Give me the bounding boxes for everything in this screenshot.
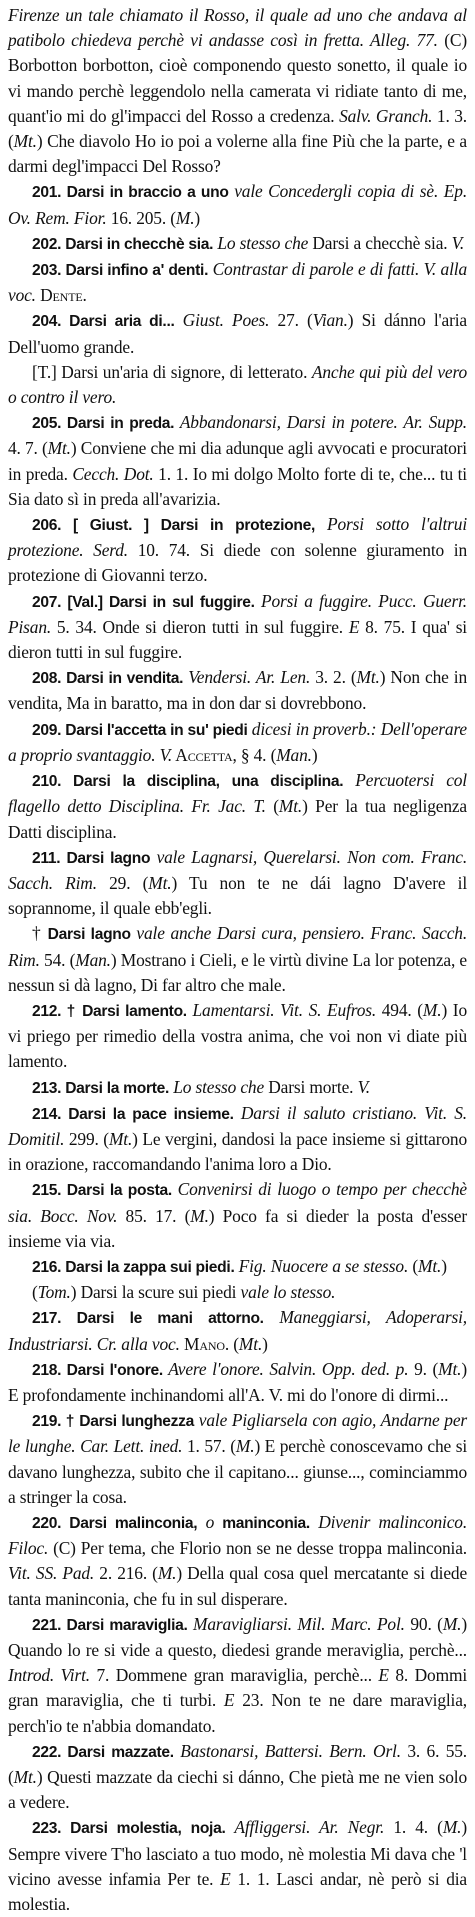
dictionary-entry	[8, 845, 467, 922]
italic-text: E	[378, 1665, 389, 1686]
dictionary-entry	[8, 1101, 467, 1178]
body-text: ) Io vi priego per rimedio della vostra anima, che voi non vi diate più lamento.	[8, 999, 467, 1072]
body-text: )	[262, 1333, 268, 1354]
body-text: (	[408, 1255, 419, 1276]
dictionary-entry	[8, 1815, 467, 1917]
body-text: ) E profondamente inchinandomi all'A. V. mi do l'onore di dirmi...	[8, 1358, 467, 1405]
italic-text: o	[197, 1511, 215, 1532]
italic-text: Bastonarsi, Battersi. Bern. Orl.	[173, 1740, 401, 1761]
entry-number: 206. [ Giust. ]	[32, 517, 161, 535]
entry-number: 218.	[32, 1361, 67, 1379]
italic-text: Cecch. Dot.	[72, 463, 154, 484]
body-text: 8. 75. I qua' si dieron tutti in sul fuggire.	[8, 616, 467, 663]
body-text: ) E perchè conoscevamo che si davano lunghezza, subito che il capitano... giunse..., cominciammo a stringer la cosa.	[8, 1436, 468, 1507]
entry-number: 214.	[32, 1105, 69, 1123]
entry-number: 204.	[32, 313, 70, 331]
italic-text: Contrastar di parole e di fatti. V. alla voc.	[8, 259, 467, 306]
entry-headword: maninconia.	[214, 1514, 310, 1532]
body-text: ) Questi mazzate da ciechi si dánno, Che pietà me ne vien solo a vedere.	[8, 1767, 467, 1813]
entry-number: 220.	[32, 1514, 70, 1532]
entry-number: 210.	[32, 773, 74, 791]
italic-text: Vian.	[312, 310, 348, 331]
body-text: ) Mostrano i Cieli, e le virtù divine La lor potenza, e nessun si dà lagno, Di far altro che male.	[8, 949, 467, 995]
entry-headword: Darsi in checchè sia.	[65, 235, 214, 253]
dictionary-entry	[8, 1177, 467, 1254]
dictionary-entry	[8, 308, 467, 359]
body-text: 1. 3. (	[8, 105, 467, 152]
dictionary-entry	[8, 768, 467, 845]
italic-text: Mt.	[47, 438, 71, 459]
italic-text: M.	[422, 999, 442, 1020]
italic-text: E	[223, 1690, 235, 1711]
italic-text: vale Pigliarsela con agio, Andarne per le lunghe. Car. Lett. ined.	[8, 1410, 468, 1457]
italic-text: Mt.	[148, 872, 172, 893]
entry-headword: Darsi la disciplina, una disciplina.	[73, 773, 344, 791]
dictionary-entry	[8, 1357, 467, 1408]
body-text: Darsi a checchè sia.	[308, 232, 452, 253]
entry-number: 203.	[32, 262, 66, 280]
entry-number: 221.	[32, 1616, 67, 1634]
dictionary-entry	[8, 179, 467, 230]
dictionary-entry	[8, 665, 467, 716]
italic-text: Man.	[276, 744, 312, 765]
italic-text: dicesi in proverb.: Dell'operare a proprio svantaggio. V.	[8, 718, 467, 765]
entry-headword: Darsi l'onore.	[66, 1361, 163, 1379]
entry-number: 212. †	[32, 1002, 83, 1020]
dictionary-entry	[8, 1254, 467, 1280]
body-text: 3. 2. (	[310, 667, 357, 688]
italic-text: Percuotersi col flagello detto Disciplina. Fr. Jac. T.	[8, 770, 467, 817]
body-text: 10. 74. Si diede con solenne giuramento in protezione di Giovanni terzo.	[8, 540, 468, 586]
dictionary-entry	[8, 231, 467, 257]
dictionary-entry	[8, 1305, 467, 1356]
entry-headword: Darsi in protezione,	[160, 517, 315, 535]
entry-headword: Darsi maraviglia.	[66, 1616, 188, 1634]
body-text: †	[32, 923, 48, 944]
dictionary-subentry	[8, 1280, 467, 1305]
body-text: 90. (	[404, 1613, 443, 1634]
body-text: (C) Per tema, che Florio non se ne desse troppa malinconia.	[48, 1538, 467, 1559]
dictionary-entry	[8, 257, 467, 308]
dictionary-entry	[8, 512, 467, 589]
body-text: ) Quando lo re si vide a questo, diedesi grande meraviglia, perchè...	[8, 1613, 468, 1660]
italic-text: Divenir malinconico. Filoc.	[8, 1511, 468, 1559]
italic-text: Mt.	[108, 1128, 133, 1149]
entry-headword: Darsi lagno	[47, 926, 131, 944]
body-text: 29. (	[96, 872, 149, 893]
dictionary-entry	[8, 998, 467, 1075]
italic-text: Abbandonarsi, Darsi in potere. Ar. Supp.	[174, 412, 468, 433]
italic-text: Tom.	[37, 1282, 71, 1303]
italic-text: Giust. Poes.	[174, 310, 270, 331]
italic-text: Affliggersi. Ar. Negr.	[225, 1817, 385, 1838]
entry-number: 207. [Val.]	[32, 593, 109, 611]
entry-headword: Darsi in vendita.	[66, 670, 184, 688]
italic-text: Mt.	[238, 1333, 263, 1354]
body-text: ) Sempre vivere T'ho lasciato a tuo modo, nè molestia Mi dava che 'l vicino avesse infamia Per te.	[8, 1817, 468, 1889]
body-text: 1. 57. (	[182, 1436, 236, 1457]
italic-text: Anche qui più del vero o contro il vero.	[8, 361, 467, 408]
entry-number: 211.	[32, 849, 67, 867]
body-text: ) Le vergini, dandosi la pace insieme si gittarono in orazione, raccomandando l'anima loro a Dio.	[8, 1128, 467, 1175]
italic-text: Salv. Granch.	[339, 105, 433, 126]
italic-text: Vendersi. Ar. Len.	[183, 667, 311, 688]
body-text: 299. (	[64, 1128, 109, 1149]
body-text: 1. 1. Lasci andar, nè però si dia molestia.	[8, 1868, 467, 1915]
entry-number: 219. †	[32, 1413, 80, 1431]
dictionary-entry	[8, 1075, 467, 1101]
body-text: 16. 205. (	[106, 207, 176, 228]
small-caps-ref: Dente.	[35, 285, 87, 306]
entry-headword: Darsi lamento.	[82, 1002, 187, 1020]
entry-headword: Darsi in braccio a uno	[66, 184, 229, 202]
italic-text: Maneggiarsi, Adoperarsi, Industriarsi. Cr. alla voc.	[8, 1307, 468, 1354]
entry-number: 215.	[32, 1182, 67, 1200]
dictionary-subentry	[8, 360, 467, 410]
entry-headword: Darsi l'accetta in su' piedi	[65, 721, 248, 739]
italic-text: Darsi il saluto cristiano. Vit. S. Domitil.	[8, 1102, 468, 1149]
italic-text: Vit. SS. Pad.	[8, 1563, 95, 1584]
body-text: ) Poco fa si dieder la posta d'esser insieme via via.	[8, 1205, 468, 1251]
body-text: (C) Borbotton borbotton, cioè componendo questo sonetto, il quale io vi mando perchè leggendolo nella camerata vi ridiate tanto di me, quant'io mi do gl'impacci del Rosso a credenza.	[8, 30, 467, 126]
italic-text: Avere l'onore. Salvin. Opp. ded. p.	[162, 1358, 409, 1379]
italic-text: vale anche Darsi cura, pensiero. Franc. Sacch. Rim.	[8, 923, 468, 970]
italic-text: Introd. Virt.	[8, 1665, 90, 1686]
italic-text: Mt.	[418, 1255, 442, 1276]
body-text: ) Per la tua negligenza Datti disciplina.	[8, 796, 468, 842]
body-text: ) Conviene che mi dia adunque agli avvocati e procuratori in preda.	[8, 438, 467, 484]
italic-text: Porsi a fuggire. Pucc. Guerr. Pisan.	[8, 590, 467, 637]
entry-headword: Darsi molestia, noja.	[70, 1820, 226, 1838]
body-text: 494. (	[376, 999, 423, 1020]
italic-text: M.	[442, 1613, 462, 1634]
entry-number: 222.	[32, 1743, 68, 1761]
italic-text: Fig. Nuocere a se stesso.	[234, 1255, 409, 1276]
body-text: )	[311, 744, 318, 765]
italic-text: Convenirsi di luogo o tempo per checchè sia. Bocc. Nov.	[8, 1179, 467, 1226]
body-text: ) Non che in vendita, Ma in baratto, ma in don dar si dovrebbono.	[8, 667, 467, 714]
italic-text: Firenze un tale chiamato il Rosso, il quale ad uno che andava al patibolo chiedeva perchè vi andasse così in fretta. Alleg. 77.	[8, 5, 467, 51]
entry-number: 201.	[32, 184, 67, 202]
entry-headword: Darsi la posta.	[66, 1182, 172, 1200]
body-text: ) Tu non te ne dái lagno D'avere il soprannome, il quale ebb'egli.	[8, 872, 467, 919]
entry-headword: Darsi mazzate.	[67, 1743, 174, 1761]
body-text: ) Della qual cosa quel mercatante si diede tanta maninconia, che fu in sul disperare.	[8, 1563, 468, 1609]
dictionary-entry	[8, 1612, 467, 1739]
italic-text: Mt.	[13, 131, 37, 152]
italic-text: vale lo stesso.	[240, 1282, 336, 1303]
body-text: )	[194, 207, 201, 228]
italic-text: Porsi sotto l'altrui protezione. Serd.	[8, 514, 468, 561]
italic-text: V.	[357, 1076, 370, 1097]
dictionary-entry	[8, 589, 467, 666]
entry-number: 208.	[32, 670, 67, 688]
entry-number: 217.	[32, 1310, 77, 1328]
body-text: (	[265, 796, 279, 817]
italic-text: vale Concedergli copia di sè. Ep. Ov. Rem. Fior.	[8, 181, 468, 228]
entry-headword: Darsi lunghezza	[79, 1413, 195, 1431]
body-text: 1. 4. (	[384, 1817, 443, 1838]
italic-text: Maravigliarsi. Mil. Marc. Pol.	[187, 1613, 405, 1634]
italic-text: M.	[235, 1436, 255, 1457]
entry-headword: Darsi lagno	[66, 849, 151, 867]
body-text: 27. (	[269, 310, 313, 331]
entry-number: 202.	[32, 235, 66, 253]
body-text: 5. 34. Onde si dieron tutti in sul fuggire.	[51, 616, 349, 637]
italic-text: M.	[190, 1205, 209, 1226]
body-text: 4. 7. (	[8, 438, 48, 459]
entry-headword: Darsi le mani attorno.	[76, 1310, 264, 1328]
body-text: [T.] Darsi un'aria di signore, di letterato.	[32, 361, 312, 382]
italic-text: M.	[442, 1817, 462, 1838]
body-text: ) Si dánno l'aria Dell'uomo grande.	[8, 310, 467, 357]
small-caps-ref: Accetta, § 4. (	[172, 744, 277, 765]
entry-number: 223.	[32, 1820, 71, 1838]
italic-text: E	[220, 1868, 231, 1889]
body-text: 23. Non te ne dare maraviglia, perch'io te n'abbia domandato.	[8, 1690, 467, 1736]
continued-paragraph	[8, 3, 467, 179]
body-text: ) Darsi la scure sui piedi	[70, 1282, 241, 1303]
italic-text: vale Lagnarsi, Querelarsi. Non com. Franc. Sacch. Rim.	[8, 846, 468, 893]
italic-text: Lamentarsi. Vit. S. Eufros.	[186, 999, 377, 1020]
entry-number: 209.	[32, 721, 66, 739]
entry-headword: Darsi infino a' denti.	[65, 262, 209, 280]
body-text: 2. 216. (	[94, 1563, 158, 1584]
entry-headword: Darsi malinconia,	[69, 1514, 198, 1532]
italic-text: Mt.	[278, 796, 303, 817]
dictionary-entry	[8, 1408, 467, 1510]
italic-text: M.	[157, 1563, 177, 1584]
body-text: 85. 17. (	[117, 1205, 191, 1226]
italic-text: Mt.	[438, 1358, 462, 1379]
dictionary-entry	[8, 1739, 467, 1816]
italic-text: Lo stesso che	[213, 232, 309, 253]
italic-text: M.	[175, 207, 195, 228]
body-text: 1. 1. Io mi dolgo Molto forte di te, che... tu ti Sia dato sì in preda all'avarizia.	[8, 463, 467, 509]
body-text: 54. (	[39, 949, 76, 970]
body-text: ) Che diavolo Ho io poi a volerne alla fine Più che la parte, e a darmi degl'impacci Del Rosso?	[8, 131, 467, 177]
entry-headword: Darsi aria di...	[69, 313, 175, 331]
small-caps-ref: Mano. (	[179, 1333, 239, 1354]
body-text: 7. Dommene gran maraviglia, perchè...	[89, 1665, 379, 1686]
italic-text: Mt.	[356, 667, 380, 688]
entry-number: 216.	[32, 1258, 66, 1276]
body-text: (	[32, 1282, 38, 1303]
dictionary-entry	[8, 410, 467, 512]
entry-number: 213.	[32, 1079, 66, 1097]
entry-headword: Darsi in preda.	[66, 415, 175, 433]
italic-text: Lo stesso che	[169, 1076, 265, 1097]
entry-headword: Darsi la pace insieme.	[68, 1105, 234, 1123]
dictionary-entry	[8, 717, 467, 768]
body-text: 8. Dommi gran maraviglia, che ti turbi.	[8, 1665, 468, 1711]
italic-text: Mt.	[13, 1767, 37, 1788]
entry-number: 205.	[32, 415, 67, 433]
entry-headword: Darsi la zappa sui piedi.	[65, 1258, 235, 1276]
body-text: )	[441, 1255, 447, 1276]
italic-text: Man.	[75, 949, 111, 970]
italic-text: E	[348, 616, 360, 637]
dictionary-subentry	[8, 921, 467, 998]
entry-headword: Darsi in sul fuggire.	[108, 593, 255, 611]
body-text: 3. 6. 55. (	[8, 1740, 468, 1788]
entry-headword: Darsi la morte.	[65, 1079, 170, 1097]
italic-text: V.	[451, 232, 465, 253]
dictionary-entry	[8, 1510, 467, 1612]
body-text: Darsi morte.	[264, 1076, 358, 1097]
body-text: 9. (	[408, 1358, 439, 1379]
